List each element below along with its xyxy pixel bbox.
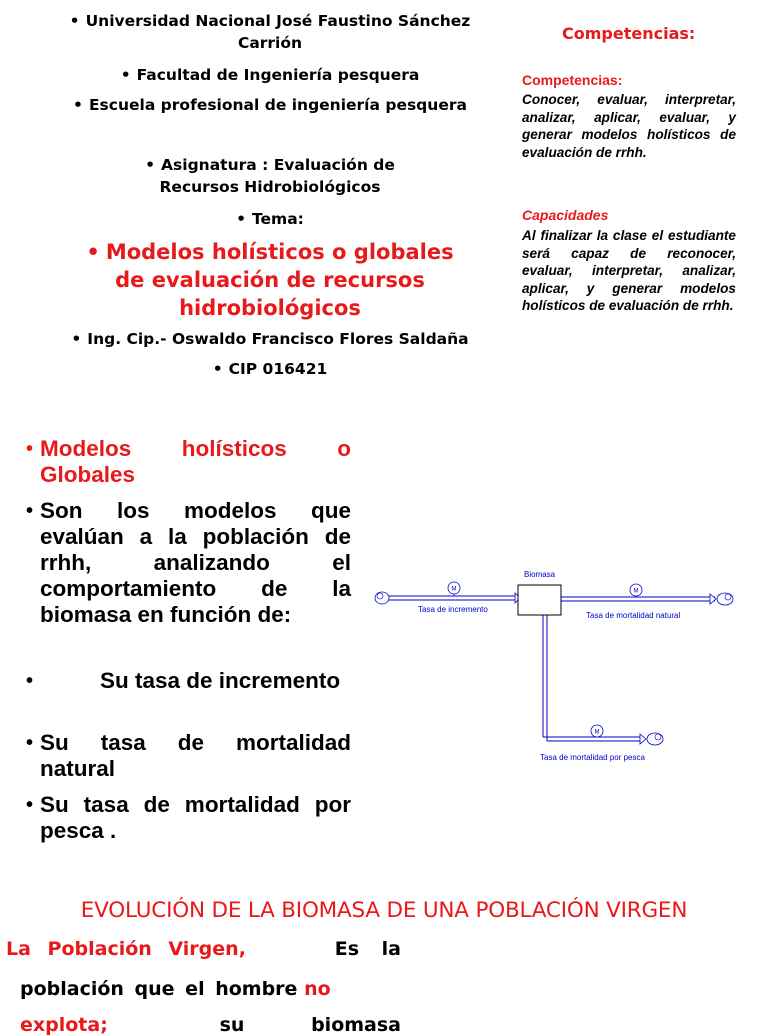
text-line-2: población que el hombre no [20, 978, 331, 1000]
capacidades-text: Al finalizar la clase el estudiante será capaz de reconocer, evaluar, interpretar, analizar, aplicar, y generar modelos holísticos de evaluación de rrhh. [522, 228, 736, 313]
title-item-university: • Universidad Nacional José Faustino Sánchez Carrión [69, 12, 471, 52]
title-item-school: • Escuela profesional de ingeniería pesquera [73, 96, 467, 114]
bullet-dot: • [71, 330, 82, 348]
bullet-holistic-models: • Modelos holísticos o Globales [26, 436, 351, 487]
competencias-label: Competencias: [522, 72, 623, 88]
fishing-sink-cloud-icon [647, 733, 663, 745]
inflow-pipe [389, 593, 520, 603]
title-item-subject: • Asignatura : Evaluación de Recursos Hidrobiológicos [145, 156, 395, 196]
inflow-label: Tasa de incremento [418, 605, 488, 614]
title-item-topic: • Modelos holísticos o globales de evaluación de recursos hidrobiológicos [86, 240, 454, 320]
bullet-dot: • [120, 66, 131, 84]
competencias-text: Conocer, evaluar, interpretar, analizar, aplicar, evaluar, y generar modelos holísticos de evaluación de rrhh. [522, 92, 736, 160]
bullet-dot: • [73, 96, 83, 114]
bullet-dot: • [26, 438, 34, 460]
bullet-natural-mortality: • Su tasa de mortalidad natural [26, 730, 351, 781]
bullet-dot: • [26, 732, 34, 754]
bullet-dot: • [236, 210, 247, 228]
bullet-fishing-mortality: • Su tasa de mortalidad por pesca . [26, 792, 351, 843]
title-item-tema: • Tema: [236, 210, 304, 228]
bullet-definition: • Son los modelos que evalúan a la población de rrhh, analizando el comportamiento de la biomasa en función de: [26, 498, 351, 627]
natural-mortality-label: Tasa de mortalidad natural [586, 611, 681, 620]
valve-symbol: M [451, 586, 457, 593]
bullet-dot: • [26, 794, 34, 816]
title-item-cip: • CIP 016421 [212, 360, 328, 378]
bullet-dot: • [86, 240, 100, 264]
bullet-growth-rate: • Su tasa de incremento [26, 668, 341, 693]
bullet-dot: • [212, 360, 223, 378]
inflow-valve-icon [448, 582, 460, 596]
virgin-population-title: EVOLUCIÓN DE LA BIOMASA DE UNA POBLACIÓN VIRGEN [80, 898, 688, 923]
source-cloud-icon [375, 592, 389, 604]
bullet-dot: • [26, 670, 34, 692]
bullet-dot: • [26, 500, 34, 522]
competencias-heading: Competencias: [562, 24, 696, 43]
title-item-author: • Ing. Cip.- Oswaldo Francisco Flores Saldaña [71, 330, 469, 348]
fishing-outflow-valve-icon [591, 725, 603, 737]
title-item-faculty: • Facultad de Ingeniería pesquera [120, 66, 420, 84]
text-line-1: La Población Virgen, Es la [6, 938, 401, 960]
capacidades-label: Capacidades [522, 207, 609, 223]
text-line-3: explota; su biomasa [20, 1014, 401, 1036]
fishing-outflow-pipe [543, 615, 646, 744]
sink-cloud-icon [717, 593, 733, 605]
natural-outflow-valve-icon [630, 584, 642, 597]
bullet-dot: • [69, 12, 80, 30]
biomass-flow-diagram [370, 566, 740, 766]
stock-label: Biomasa [524, 570, 556, 579]
bullet-dot: • [145, 156, 156, 174]
valve-symbol: M [633, 588, 639, 595]
fishing-mortality-label: Tasa de mortalidad por pesca [540, 753, 645, 762]
valve-symbol: M [594, 729, 600, 736]
biomass-stock [518, 585, 561, 615]
